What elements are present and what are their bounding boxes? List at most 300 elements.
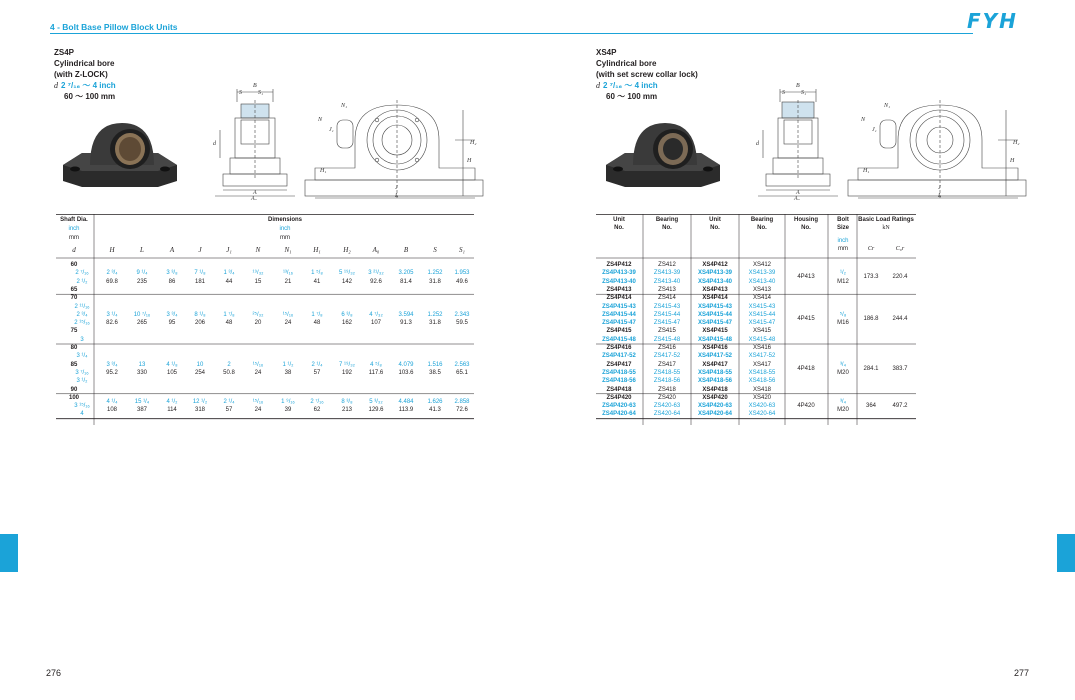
dim-inch-cell: ¹⁵/₁₆ [252,361,264,368]
load-ratings-unit: kN [882,225,890,231]
zs-unit-no-cell: ZS4P420-64 [602,411,636,418]
c0r-header: C₀r [895,246,905,252]
dim-inch-cell: ¹⁵/₁₆ [252,398,264,405]
dim-label-L: L [395,193,399,199]
dim-inch-cell: 2 ³/₄ [106,270,118,277]
dim-inch-cell: 2 ⁷/₁₆ [310,398,324,405]
dim-inch-cell: ¹³/₁₆ [282,270,294,277]
housing-no-cell: 4P413 [797,274,815,281]
dim-mm-cell: 39 [284,407,292,414]
dim-label-H: H [1010,158,1015,164]
dim-inch-cell: 3 ³/₄ [106,361,118,368]
zs-bearing-no-cell: ZS418-55 [653,369,681,376]
zs-bearing-no-cell: ZS417 [658,361,676,368]
housing-no-header-2: No. [801,225,811,231]
dim-inch-cell: 12 ¹/₂ [192,398,208,405]
unit-no-header-2: No. [614,225,624,231]
xs-bearing-no-cell: XS420-64 [748,411,776,418]
xs-unit-no-cell: XS4P417 [702,361,728,368]
bolt-inch-cell: ⁵/₈ [839,311,847,318]
xs-bearing-no-cell: XS412 [752,262,771,268]
xs-bearing-no-cell: XS417-52 [748,353,776,360]
shaft-dia-cell: 3 ¹⁵/₁₆ [74,403,90,410]
dim-inch-cell: 3 ³/₄ [166,311,178,318]
dim-mm-cell: 49.6 [456,278,468,285]
xs-unit-no-cell: XS4P414 [702,295,728,302]
zs-unit-no-cell: ZS4P413 [606,286,632,293]
xs-unit-no-cell: XS4P418-56 [697,378,733,385]
shaft-inch-header: inch [68,226,80,232]
dim-mm-cell: 162 [341,320,352,327]
xs-bearing-no-cell: XS415 [752,328,771,335]
xs-bearing-no-cell: XS417 [752,361,771,368]
dim-inch-cell: 10 ⁷/₁₆ [133,311,151,318]
dim-mm-cell: 20 [254,320,262,327]
dim-inch-cell: 4 ¹/₄ [106,398,118,405]
bolt-mm-header: mm [838,246,848,252]
xs-bearing-no-cell: XS414 [752,295,771,302]
right-series-code: XS4P [596,48,617,57]
dim-inch-cell: 7 ¹⁹/₃₂ [338,361,355,368]
dim-label-A0: A₀ [251,196,257,200]
dim-inch-cell: 3 ²¹/₃₂ [368,270,384,277]
dim-label-S: S [239,90,242,96]
dim-inch-cell: ²⁵/₃₂ [252,311,264,318]
section-title: 4 - Bolt Base Pillow Block Units [50,22,178,32]
dim-mm-cell: 48 [313,320,321,327]
zs-bearing-no-cell: ZS418-56 [653,378,681,385]
zs-unit-no-cell: ZS4P414 [606,295,632,302]
dim-inch-cell: 2.563 [454,361,470,368]
zs-bearing-no-cell: ZS420 [658,394,676,401]
zs-unit-no-cell: ZS4P418-56 [602,378,636,385]
dim-label-A: A [796,190,800,196]
right-series-metric: 60 ～ 100 mm [606,92,658,101]
zs-unit-no-cell: ZS4P418 [606,386,632,393]
dim-inch-cell: 8 ¹/₈ [194,311,206,318]
dim-mm-cell: 330 [136,369,147,376]
bolt-mm-cell: M20 [837,369,849,376]
dim-mm-cell: 265 [136,320,147,327]
right-technical-drawing [748,80,1033,200]
left-page-number: 276 [46,668,62,678]
dim-label-S: S [782,90,785,96]
dim-inch-cell: 2.343 [454,311,470,318]
zs-unit-no-cell: ZS4P415-44 [602,311,636,318]
shaft-dia-cell: 4 [80,411,84,418]
left-series-line1: Cylindrical bore [54,59,115,68]
dim-mm-cell: 129.6 [368,407,384,414]
dim-label-J1: J₁ [872,127,877,133]
dim-mm-cell: 57 [313,369,321,376]
housing-no-cell: 4P415 [797,315,815,322]
dim-col-header: J₁ [226,246,232,254]
zs-unit-no-cell: ZS4P420-63 [602,403,636,410]
dim-mm-cell: 105 [166,369,177,376]
dim-mm-cell: 103.6 [398,369,414,376]
dimensions-header: Dimensions [267,217,302,223]
dim-col-header: H₁ [313,246,321,254]
zs-bearing-no-cell: ZS412 [658,262,676,268]
dim-label-N: N [861,117,866,123]
dim-mm-cell: 108 [106,407,117,414]
dim-label-N: N [318,117,323,123]
dim-col-header: A₀ [372,246,380,254]
dim-col-header: S [433,246,437,254]
dim-inch-cell: 2 [227,361,231,368]
dim-inch-cell: 1 ⁷/₈ [223,311,235,318]
dim-label-H: H [467,158,472,164]
dim-label-B: B [796,83,800,89]
dim-mm-cell: 114 [167,407,177,414]
left-series-line2: (with Z-LOCK) [54,70,108,79]
zs-bearing-no-cell: ZS414 [658,295,676,302]
dim-mm-cell: 95 [168,320,176,327]
dim-inch-cell: 9 ¹/₄ [136,270,148,277]
xs-unit-no-cell: XS4P420-64 [697,411,733,418]
xs-bearing-no-cell: XS415-44 [748,311,776,318]
xs-unit-no-cell: XS4P413-39 [697,270,733,277]
dim-inch-cell: 8 ³/₈ [341,398,353,405]
xs-unit-no-cell: XS4P420-63 [697,403,733,410]
xs-unit-no-cell: XS4P415-43 [697,303,733,310]
dim-inch-cell: 10 [196,361,204,368]
brand-logo: FYH [967,9,1018,33]
dim-mm-cell: 50.8 [223,369,235,376]
dim-inch-cell: 1.252 [427,311,443,318]
dim-inch-cell: 15 ¹/₄ [134,398,150,405]
zs-unit-no-cell: ZS4P417-52 [602,353,636,360]
dim-inch-cell: 4 ¹/₈ [166,361,178,368]
shaft-dia-cell: 2 ¹⁵/₁₆ [74,320,90,327]
zs-bearing-no-cell: ZS415-43 [653,303,681,310]
dim-col-header: S₁ [459,246,465,254]
dim-mm-cell: 213 [341,407,352,414]
xs-unit-no-cell: XS4P412 [702,262,728,268]
dim-mm-cell: 318 [194,407,205,414]
dim-mm-cell: 235 [136,278,147,285]
dim-col-header: H₂ [343,246,351,254]
dim-label-J: J [938,185,941,191]
dim-mm-cell: 44 [225,278,233,285]
dim-mm-cell: 142 [341,278,352,285]
right-front-view [848,100,1026,198]
dimensions-table [56,214,474,426]
zs-unit-no-cell: ZS4P415-43 [602,303,636,310]
dim-col-header: A [169,246,175,254]
zs-bearing-no-cell: ZS420-64 [653,411,681,418]
dim-inch-cell: 3 ¹/₄ [106,311,118,318]
shaft-dia-cell: 2 ³/₄ [76,311,88,318]
xs-bearing-no-cell: XS415-48 [748,336,776,343]
c0r-cell: 497.2 [892,403,908,410]
shaft-dia-cell: 3 ⁷/₁₆ [75,369,89,376]
dim-inch-cell: 1 ⁷/₈ [311,311,323,318]
shaft-dia-cell: 2 ¹/₂ [76,278,88,285]
xs-bearing-no-cell: XS415-43 [748,303,776,310]
xs-bearing-no-cell: XS416 [752,345,771,351]
zs-unit-no-cell: ZS4P413-40 [602,278,636,285]
dim-inch-cell: 1 ¹/₂ [282,361,294,368]
shaft-dia-cell: 2 ⁷/₁₆ [75,270,89,277]
bolt-inch-cell: ³/₄ [839,398,847,405]
dim-label-J: J [395,185,398,191]
xs-unit-no-cell: XS4P415 [702,328,728,335]
dim-label-J1: J₁ [329,127,334,133]
zs-bearing-no-cell: ZS415-44 [653,311,681,318]
zs-bearing-no-cell: ZS416 [658,345,676,351]
title-rule [50,33,973,34]
xs-bearing-no-cell: XS418 [752,386,771,393]
xs-unit-no-cell: XS4P417-52 [697,353,733,360]
xs-unit-no-cell: XS4P413 [702,286,728,293]
dim-mm-cell: 59.5 [456,320,468,327]
dim-label-B: B [253,83,257,89]
bearing-no-header-x2: No. [757,225,767,231]
shaft-mm-header: mm [69,235,79,241]
dim-inch-cell: 3 ³/₈ [166,270,178,277]
dim-col-header: N₁ [284,246,292,254]
left-product-photo [60,115,180,195]
bearing-no-header-2: No. [662,225,672,231]
dim-label-H2: H₂ [1013,140,1020,146]
dim-mm-cell: 21 [284,278,292,285]
xs-unit-no-cell: XS4P418-55 [697,369,733,376]
zs-unit-no-cell: ZS4P418-55 [602,369,636,376]
zs-bearing-no-cell: ZS418 [658,386,676,393]
dim-mm-cell: 95.2 [106,369,118,376]
dim-mm-cell: 48 [225,320,233,327]
dim-inch-cell: 1.953 [454,270,470,277]
dim-label-N1: N₁ [884,103,891,109]
dim-inch-cell: 1 ⁵/₈ [311,270,323,277]
xs-bearing-no-cell: XS420-63 [748,403,776,410]
shaft-dia-cell: 75 [70,328,78,335]
dim-inch-cell: 5 ¹⁹/₃₂ [338,270,355,277]
cr-cell: 364 [865,403,876,410]
shaft-dia-cell: 3 ¹/₂ [76,378,88,385]
xs-unit-no-cell: XS4P416 [702,345,728,351]
unit-numbers-table [596,214,916,426]
zs-unit-no-cell: ZS4P412 [606,262,632,268]
bearing-no-header-1: Bearing [655,217,679,223]
dim-inch-cell: 1 ⁹/₁₆ [281,398,295,405]
left-side-view [215,89,295,196]
dim-label-S1: S₁ [801,90,807,96]
dim-mm-cell: 24 [254,407,262,414]
right-side-view [758,89,838,196]
dim-inch-cell: 1.516 [427,361,443,368]
dimensions-inch-header: inch [279,226,291,232]
shaft-dia-cell: 60 [70,262,78,268]
dim-mm-cell: 72.6 [456,407,468,414]
bolt-mm-cell: M16 [837,320,849,327]
bolt-inch-header: inch [837,238,849,244]
dim-mm-cell: 181 [194,278,205,285]
dim-mm-cell: 15 [254,278,262,285]
dim-inch-cell: 2 ¹/₄ [311,361,323,368]
dim-inch-cell: 4 ⁷/₃₂ [369,311,383,318]
dim-mm-cell: 82.6 [106,320,118,327]
left-series-code: ZS4P [54,48,75,57]
dim-mm-cell: 117.6 [368,369,384,376]
zs-bearing-no-cell: ZS420-63 [653,403,681,410]
dim-inch-cell: 3.594 [398,311,414,318]
c0r-cell: 244.4 [892,315,908,322]
bearing-no-header-x1: Bearing [750,217,774,223]
zs-unit-no-cell: ZS4P415 [606,328,632,335]
xs-unit-no-cell: XS4P420 [702,394,728,401]
dim-inch-cell: 3.205 [398,270,414,277]
dim-mm-cell: 69.8 [106,278,118,285]
zs-unit-no-cell: ZS4P413-39 [602,270,636,277]
dim-col-header: L [140,246,144,254]
shaft-dia-cell: 80 [70,345,78,351]
zs-unit-no-cell: ZS4P417 [606,361,632,368]
dim-label-S1: S₁ [258,90,264,96]
zs-bearing-no-cell: ZS413 [658,286,676,293]
housing-no-header-1: Housing [794,217,818,223]
dim-mm-cell: 107 [370,320,381,327]
xs-unit-no-cell: XS4P415-48 [697,336,733,343]
dim-inch-cell: ¹⁵/₁₆ [282,311,294,318]
left-front-view [305,100,483,198]
dim-mm-cell: 65.1 [456,369,468,376]
xs-bearing-no-cell: XS413 [752,286,771,293]
dim-label-N1: N₁ [341,103,348,109]
left-series-heading [54,47,116,102]
shaft-dia-cell: 85 [70,361,78,368]
right-series-bore: d 2 ⁷/₁₆ ～ 4 inch [596,81,658,90]
housing-no-cell: 4P420 [797,403,815,410]
housing-no-cell: 4P418 [797,365,815,372]
right-series-line2: (with set screw collar lock) [596,70,698,79]
bolt-mm-cell: M20 [837,407,849,414]
dim-mm-cell: 92.6 [370,278,382,285]
dim-label-H2: H₂ [470,140,477,146]
dim-inch-cell: 2 ¹/₄ [223,398,235,405]
zs-bearing-no-cell: ZS415 [658,328,676,335]
right-thumb-tab [1057,534,1075,572]
left-technical-drawing [205,80,490,200]
dim-inch-cell: 4.484 [398,398,414,405]
zs-unit-no-cell: ZS4P416 [606,345,632,351]
unit-no-header-1: Unit [613,217,625,223]
dim-inch-cell: 6 ³/₈ [341,311,353,318]
dim-inch-cell: 5 ³/₃₂ [369,398,383,405]
shaft-dia-cell: 3 ¹/₄ [76,353,88,360]
zs-unit-no-cell: ZS4P415-47 [602,320,636,327]
dim-mm-cell: 192 [341,369,352,376]
dim-col-header: H [109,246,115,254]
dim-inch-cell: 4 ¹/₂ [166,398,178,405]
dim-inch-cell: 7 ¹/₈ [194,270,206,277]
right-series-heading [596,47,698,102]
zs-bearing-no-cell: ZS415-47 [653,320,681,327]
dim-col-header: J [198,246,202,254]
dim-col-header: d [72,246,76,254]
xs-bearing-no-cell: XS413-40 [748,278,776,285]
shaft-dia-cell: 100 [68,394,79,401]
dim-mm-cell: 31.8 [429,278,441,285]
dim-label-H1: H₁ [863,168,870,174]
c0r-cell: 220.4 [892,274,908,281]
dim-inch-cell: 4.079 [398,361,414,368]
dim-label-L: L [938,193,942,199]
left-series-bore: d 2 ⁷/₁₆ ～ 4 inch [54,81,116,90]
zs-bearing-no-cell: ZS413-39 [653,270,681,277]
bolt-inch-cell: ³/₄ [839,361,847,368]
bolt-header-2: Size [836,225,849,231]
dim-mm-cell: 24 [284,320,292,327]
dim-mm-cell: 38.5 [429,369,441,376]
shaft-dia-cell: 2 ¹¹/₁₆ [74,303,90,310]
bolt-inch-cell: ¹/₂ [840,270,846,277]
dim-mm-cell: 86 [168,278,176,285]
right-product-photo [603,115,723,195]
cr-cell: 284.1 [863,365,879,372]
xs-unit-no-cell: XS4P413-40 [697,278,733,285]
xs-unit-no-cell: XS4P415-47 [697,320,733,327]
load-ratings-header: Basic Load Ratings [858,217,914,223]
dim-col-header: N [255,246,261,254]
dim-inch-cell: 2.858 [454,398,470,405]
dim-mm-cell: 24 [254,369,262,376]
right-series-line1: Cylindrical bore [596,59,657,68]
cr-cell: 186.8 [863,315,879,322]
dim-label-A: A [253,190,257,196]
dim-mm-cell: 113.9 [398,407,414,414]
shaft-dia-cell: 65 [70,286,78,293]
dim-mm-cell: 91.3 [400,320,412,327]
c0r-cell: 383.7 [892,365,908,372]
dim-mm-cell: 41.3 [429,407,441,414]
left-series-metric: 60 ～ 100 mm [64,92,116,101]
dim-inch-cell: 1.252 [427,270,443,277]
xs-bearing-no-cell: XS418-55 [748,369,776,376]
cr-header: Cr [867,246,875,252]
dim-inch-cell: 1 ³/₄ [223,270,235,277]
dim-label-d: d [756,141,759,147]
dim-inch-cell: 1.626 [427,398,443,405]
dim-mm-cell: 41 [313,278,321,285]
dim-mm-cell: 81.4 [400,278,412,285]
zs-bearing-no-cell: ZS413-40 [653,278,681,285]
shaft-dia-cell: 90 [70,386,78,393]
xs-bearing-no-cell: XS420 [752,394,771,401]
xs-unit-no-cell: XS4P418 [702,386,728,393]
shaft-dia-cell: 3 [80,336,84,343]
left-thumb-tab [0,534,18,572]
unit-no-header-x1: Unit [709,217,721,223]
dim-mm-cell: 254 [194,369,205,376]
dim-mm-cell: 387 [136,407,147,414]
dim-mm-cell: 57 [225,407,233,414]
dim-inch-cell: 4 ⁵/₈ [370,361,382,368]
shaft-dia-header: Shaft Dia. [60,217,88,223]
dim-inch-cell: 13 [138,361,146,368]
dim-inch-cell: ¹⁹/₃₂ [252,270,264,277]
xs-bearing-no-cell: XS418-56 [748,378,776,385]
dim-col-header: B [403,246,409,254]
unit-no-header-x2: No. [710,225,720,231]
xs-bearing-no-cell: XS413-39 [748,270,776,277]
zs-unit-no-cell: ZS4P415-48 [602,336,636,343]
bolt-mm-cell: M12 [837,278,849,285]
zs-bearing-no-cell: ZS417-52 [653,353,681,360]
dim-mm-cell: 31.8 [429,320,441,327]
dimensions-mm-header: mm [280,235,290,241]
